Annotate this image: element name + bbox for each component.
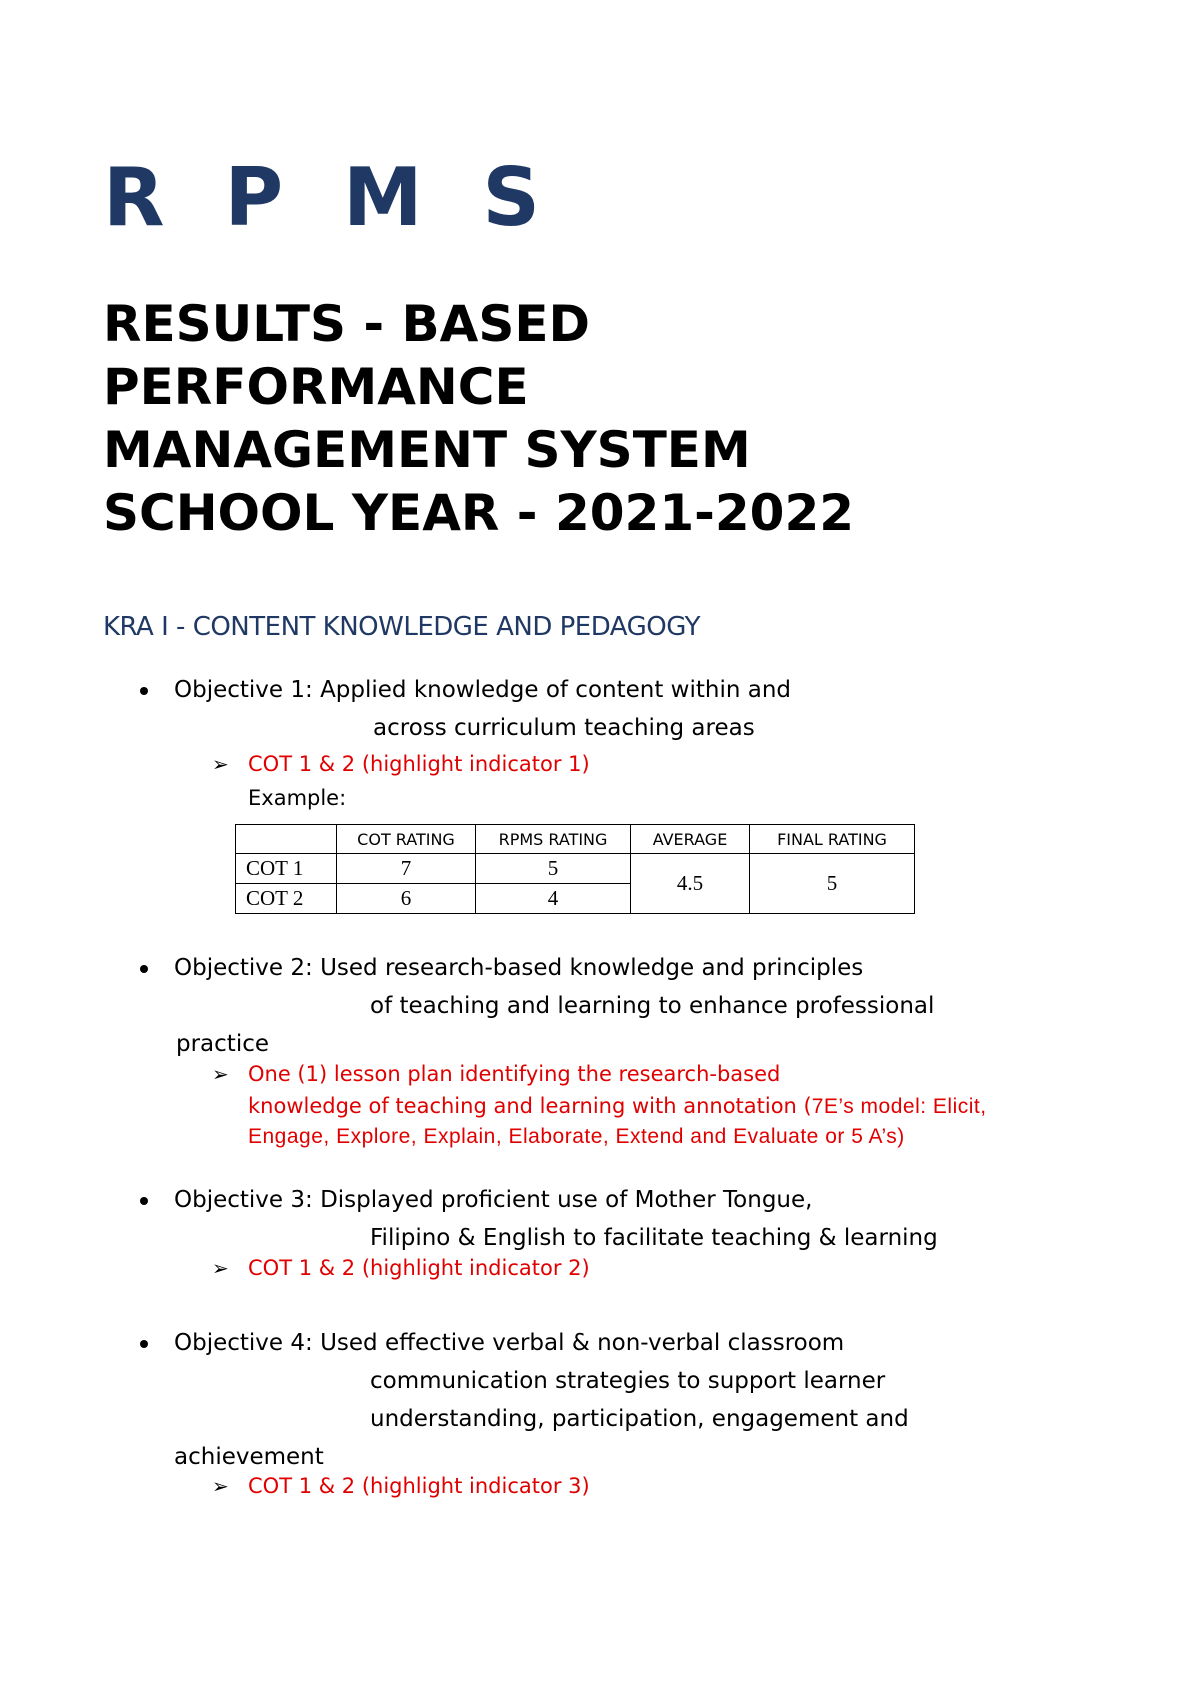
arrowhead-bullet-icon: ➢	[212, 1256, 229, 1280]
objective-4-line-4: achievement	[174, 1444, 324, 1470]
evidence-text-line-3: Engage, Explore, Explain, Elaborate, Extend and Evaluate or 5 A’s)	[248, 1125, 905, 1148]
document-title	[103, 293, 854, 545]
table-header-cell: AVERAGE	[631, 825, 750, 854]
kra-heading: KRA I - CONTENT KNOWLEDGE AND PEDAGOGY	[103, 612, 700, 642]
rpms-rating-cell: 5	[476, 854, 631, 884]
average-cell: 4.5	[631, 854, 750, 914]
objective-4-line-1: Objective 4: Used effective verbal & non-verbal classroom	[174, 1330, 845, 1356]
objective-2-line-3: practice	[176, 1031, 269, 1057]
title-line: SCHOOL YEAR - 2021-2022	[103, 484, 855, 542]
evidence-text: COT 1 & 2 (highlight indicator 2)	[248, 1256, 590, 1280]
rpms-rating-cell: 4	[476, 884, 631, 914]
cot-rating-cell: 7	[337, 854, 476, 884]
table-header-cell: FINAL RATING	[750, 825, 915, 854]
filled-circle-bullet-icon	[140, 1340, 148, 1348]
arrowhead-bullet-icon: ➢	[212, 752, 229, 776]
table-header-cell: COT RATING	[337, 825, 476, 854]
arrowhead-bullet-icon: ➢	[212, 1062, 229, 1086]
evidence-text: COT 1 & 2 (highlight indicator 3)	[248, 1474, 590, 1498]
title-line: PERFORMANCE	[103, 358, 529, 416]
title-line: MANAGEMENT SYSTEM	[103, 421, 751, 479]
table-row	[236, 854, 915, 884]
evidence-text: One (1) lesson plan identifying the research-based	[248, 1062, 781, 1086]
cot-rating-cell: 6	[337, 884, 476, 914]
rpms-logo-title: R P M S	[103, 151, 557, 244]
evidence-text: COT 1 & 2 (highlight indicator 1)	[248, 752, 590, 776]
row-label: COT 1	[236, 854, 337, 884]
row-label: COT 2	[236, 884, 337, 914]
objective-4-line-3: understanding, participation, engagement and	[370, 1406, 909, 1432]
objective-1-line-2: across curriculum teaching areas	[373, 715, 755, 741]
table-header-cell	[236, 825, 337, 854]
arrowhead-bullet-icon: ➢	[212, 1474, 229, 1498]
objective-2-line-2: of teaching and learning to enhance professional	[370, 993, 935, 1019]
filled-circle-bullet-icon	[140, 687, 148, 695]
final-rating-cell: 5	[750, 854, 915, 914]
rating-table	[235, 824, 915, 914]
objective-4-line-2: communication strategies to support learner	[370, 1368, 886, 1394]
objective-3-line-1: Objective 3: Displayed proficient use of Mother Tongue,	[174, 1187, 813, 1213]
table-header-cell: RPMS RATING	[476, 825, 631, 854]
objective-2-line-1: Objective 2: Used research-based knowledge and principles	[174, 955, 864, 981]
table-header-row	[236, 825, 915, 854]
filled-circle-bullet-icon	[140, 965, 148, 973]
objective-3-line-2: Filipino & English to facilitate teaching & learning	[370, 1225, 938, 1251]
title-line: RESULTS - BASED	[103, 295, 591, 353]
filled-circle-bullet-icon	[140, 1197, 148, 1205]
evidence-text-line-2: knowledge of teaching and learning with annotation (7E’s model: Elicit,	[248, 1094, 987, 1118]
example-label: Example:	[248, 786, 347, 810]
objective-1-line-1: Objective 1: Applied knowledge of content within and	[174, 677, 792, 703]
